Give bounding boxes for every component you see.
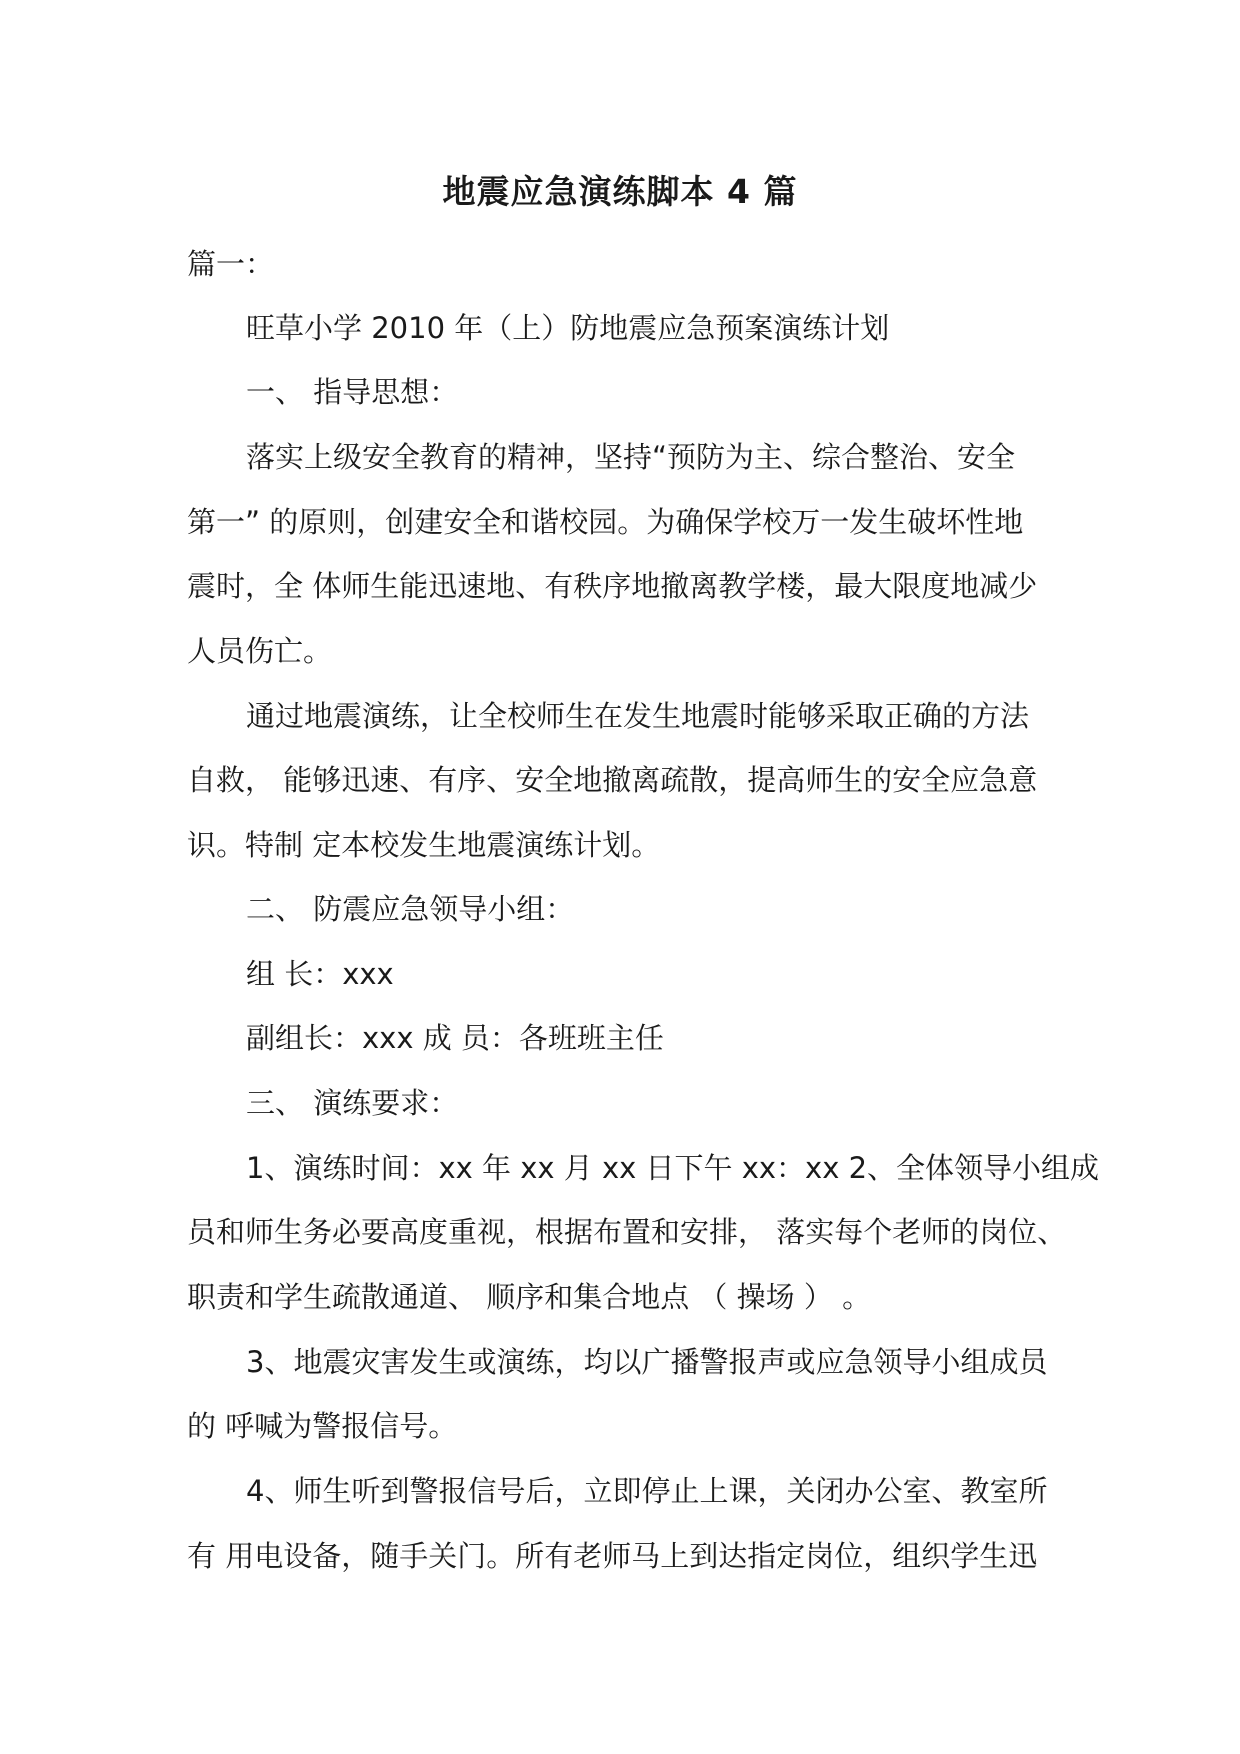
section-label: 篇一： [187,247,275,281]
paragraph-line: 人员伤亡。 [187,634,333,668]
paragraph-line: 的 呼喊为警报信号。 [187,1409,458,1443]
heading-guiding: 一、 指导思想： [246,375,459,409]
paragraph-line: 震时，全 体师生能迅速地、有秩序地撤离教学楼，最大限度地减少 [187,569,1038,603]
deputy-line: 副组长：xxx 成 员：各班班主任 [246,1021,664,1055]
paragraph-line: 通过地震演练，让全校师生在发生地震时能够采取正确的方法 [246,699,1030,733]
paragraph-line: 自救， 能够迅速、有序、安全地撤离疏散，提高师生的安全应急意 [187,763,1038,797]
paragraph-line: 职责和学生疏散通道、 顺序和集合地点 （ 操场 ） 。 [187,1280,872,1314]
paragraph-line: 3、地震灾害发生或演练，均以广播警报声或应急领导小组成员 [246,1345,1048,1379]
paragraph-line: 第一” 的原则，创建安全和谐校园。为确保学校万一发生破坏性地 [187,505,1024,539]
heading-leadership: 二、 防震应急领导小组： [246,892,575,926]
paragraph-line: 1、演练时间：xx 年 xx 月 xx 日下午 xx：xx 2、全体领导小组成 [246,1151,1100,1185]
leader-line: 组 长：xxx [246,957,394,991]
paragraph-line: 4、师生听到警报信号后，立即停止上课，关闭办公室、教室所 [246,1474,1048,1508]
paragraph-line: 识。特制 定本校发生地震演练计划。 [187,828,661,862]
paragraph-line: 落实上级安全教育的精神，坚持“预防为主、综合整治、安全 [246,440,1016,474]
heading-requirements: 三、 演练要求： [246,1086,459,1120]
document-title: 地震应急演练脚本 4 篇 [442,172,798,211]
plan-title: 旺草小学 2010 年（上）防地震应急预案演练计划 [246,311,890,345]
paragraph-line: 员和师生务必要高度重视，根据布置和安排， 落实每个老师的岗位、 [187,1215,1067,1249]
paragraph-line: 有 用电设备，随手关门。所有老师马上到达指定岗位，组织学生迅 [187,1539,1038,1573]
